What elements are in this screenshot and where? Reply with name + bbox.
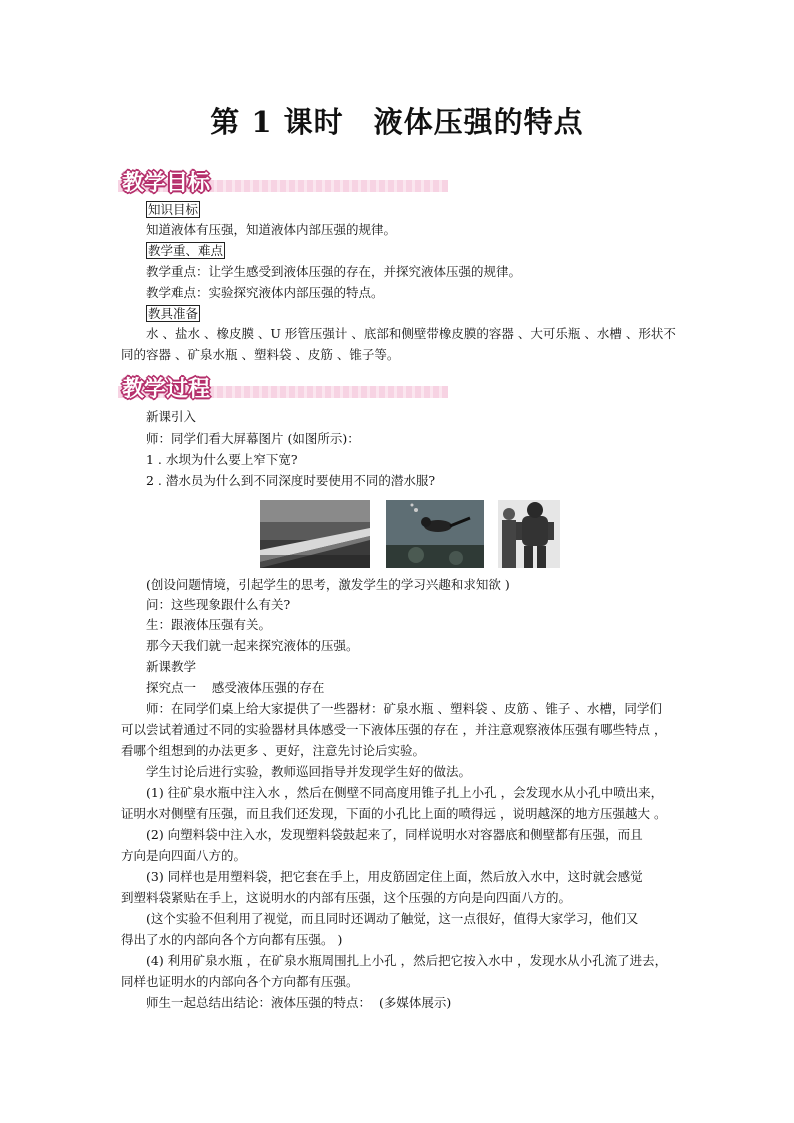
paragraph: 到塑料袋紧贴在手上，这说明水的内部有压强，这个压强的方向是向四面八方的。 (121, 890, 572, 905)
section-label: 教学过程 (122, 377, 211, 402)
paragraph: (4) 利用矿泉水瓶 ，在矿泉水瓶周围扎上小孔 ，然后把它按入水中 ，发现水从小孔流了进去， (146, 953, 668, 968)
heading-key-points (146, 243, 225, 259)
section-label: 教学目标 (122, 171, 211, 196)
paragraph: 水 、盐水 、橡皮膜 、U 形管压强计 、底部和侧壁带橡皮膜的容器 、大可乐瓶 、水槽 、形状不 (146, 326, 676, 341)
paragraph: (这个实验不但利用了视觉，而且同时还调动了触觉，这一点很好，值得大家学习，他们又 (146, 911, 639, 926)
paragraph: 新课教学 (146, 659, 197, 674)
boxed-label: 知识目标 (148, 202, 199, 217)
paragraph: 学生讨论后进行实验，教师巡回指导并发现学生好的做法。 (146, 764, 472, 779)
boxed-label: 教具准备 (148, 306, 199, 321)
paragraph: 师：在同学们桌上给大家提供了一些器材：矿泉水瓶 、塑料袋 、皮筋 、锥子 、水槽，同学们 (146, 701, 662, 716)
paragraph: 教学难点：实验探究液体内部压强的特点。 (146, 285, 384, 300)
paragraph: 知道液体有压强，知道液体内部压强的规律。 (146, 222, 397, 237)
section-header-goals (118, 166, 448, 196)
lesson-number: 第 1 课时 (210, 105, 344, 139)
page-title (0, 100, 794, 141)
paragraph: 证明水对侧壁有压强，而且我们还发现，下面的小孔比上面的喷得远 ，说明越深的地方压强越大 。 (121, 806, 667, 821)
lesson-name: 液体压强的特点 (373, 105, 584, 139)
paragraph: 可以尝试着通过不同的实验器材具体感受一下液体压强的存在 ，并注意观察液体压强有哪些特点 ， (121, 722, 667, 737)
paragraph: (2) 向塑料袋中注入水，发现塑料袋鼓起来了，同样说明水对容器底和侧壁都有压强，而且 (146, 827, 643, 842)
dam-photo (260, 500, 370, 568)
paragraph: 生：跟液体压强有关。 (146, 617, 272, 632)
paragraph: 探究点一 感受液体压强的存在 (146, 680, 325, 695)
paragraph: 师生一起总结出结论：液体压强的特点： (多媒体展示) (146, 995, 452, 1010)
heading-knowledge-goals (146, 202, 200, 218)
illustration-photos (260, 500, 560, 570)
paragraph: 同样也证明水的内部向各个方向都有压强。 (121, 974, 359, 989)
diver-photo (386, 500, 484, 568)
paragraph: 那今天我们就一起来探究液体的压强。 (146, 638, 359, 653)
paragraph: 同的容器 、矿泉水瓶 、塑料袋 、皮筋 、锥子等。 (121, 347, 400, 362)
paragraph: (1) 往矿泉水瓶中注入水 ，然后在侧壁不同高度用锥子扎上小孔 ，会发现水从小孔中喷出来， (146, 785, 664, 800)
paragraph: 教学重点：让学生感受到液体压强的存在，并探究液体压强的规律。 (146, 264, 522, 279)
paragraph: (3) 同样也是用塑料袋，把它套在手上，用皮筋固定住上面，然后放入水中，这时就会感觉 (146, 869, 643, 884)
boxed-label: 教学重、难点 (148, 243, 224, 258)
section-header-process (118, 372, 448, 402)
paragraph: 1 . 水坝为什么要上窄下宽? (146, 452, 298, 467)
paragraph: 得出了水的内部向各个方向都有压强。 ) (121, 932, 343, 947)
paragraph: 新课引入 (146, 409, 197, 424)
heading-materials (146, 306, 200, 322)
paragraph: 方向是向四面八方的。 (121, 848, 247, 863)
paragraph: (创设问题情境，引起学生的思考，激发学生的学习兴趣和求知欲 ) (146, 577, 510, 592)
paragraph: 2 . 潜水员为什么到不同深度时要使用不同的潜水服? (146, 473, 436, 488)
paragraph: 问：这些现象跟什么有关? (146, 597, 291, 612)
paragraph: 师：同学们看大屏幕图片 (如图所示)： (146, 431, 360, 446)
diving-suit-photo (498, 500, 560, 568)
paragraph: 看哪个组想到的办法更多 、更好，注意先讨论后实验。 (121, 743, 425, 758)
